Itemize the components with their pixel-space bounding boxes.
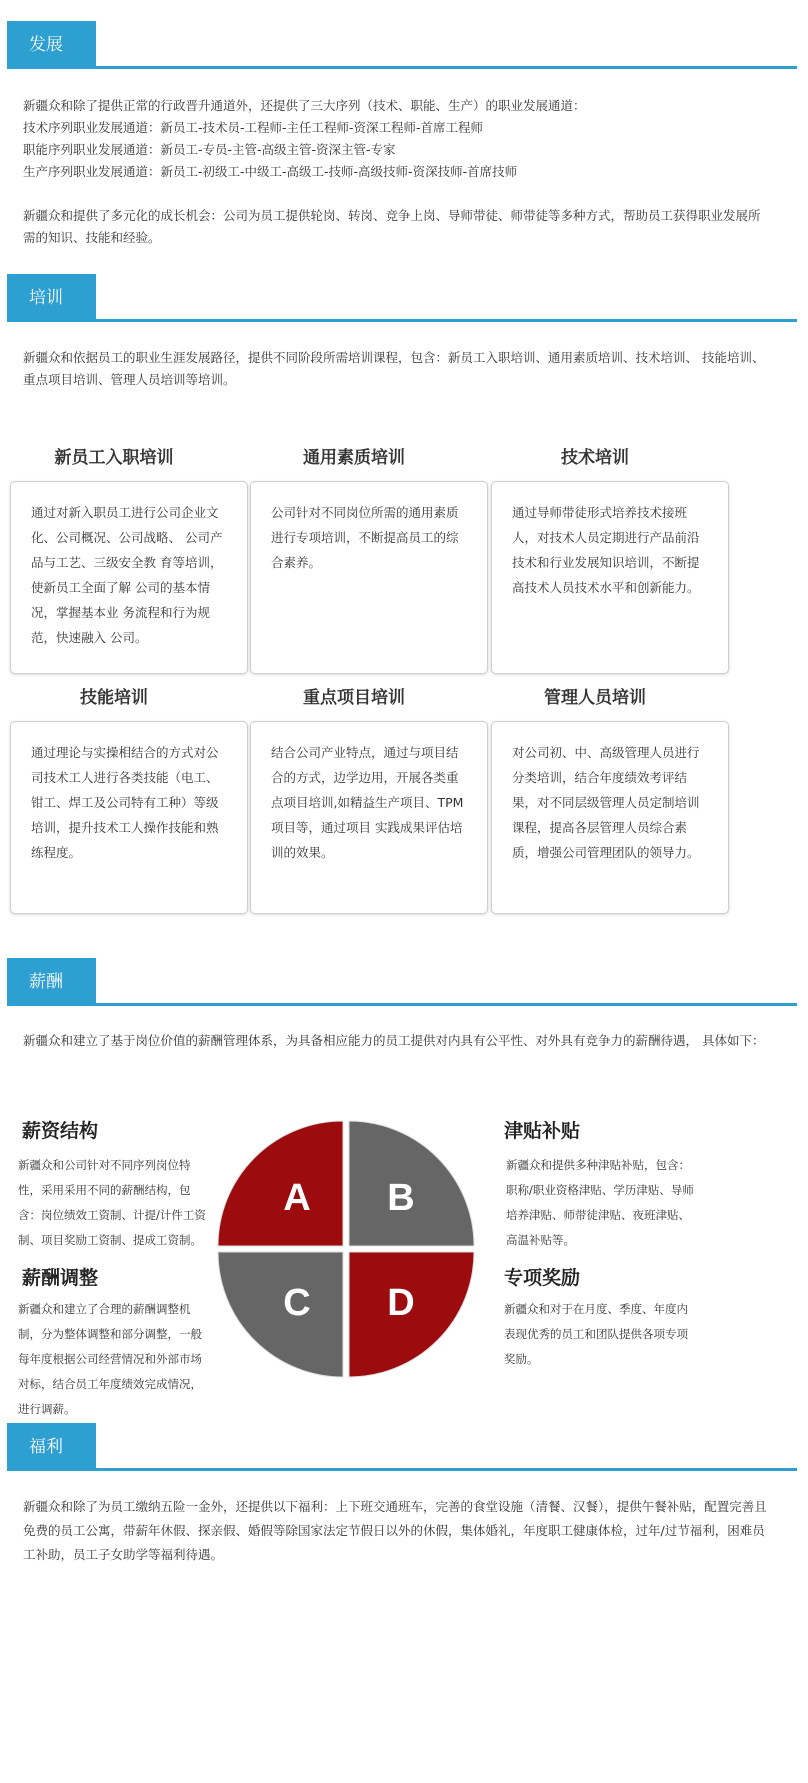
card-title-skills: 技能培训 xyxy=(80,688,148,708)
section-tab-benefits: 福利 xyxy=(7,1423,96,1471)
card-text: 通过导师带徒形式培养技术接班人，对技术人员定期进行产品前沿技术和行业发展知识培训，不断提高技术人员技术水平和创新能力。 xyxy=(512,505,700,595)
card-text: 公司针对不同岗位所需的通用素质进行专项培训，不断提高员工的综合素养。 xyxy=(271,505,459,570)
card-title-management: 管理人员培训 xyxy=(544,688,646,708)
pay-text-structure: 新疆众和公司针对不同序列岗位特性，采用采用不同的薪酬结构，包含：岗位绩效工资制、计提/计件工资制、项目奖励工资制、提成工资制。 xyxy=(18,1158,206,1247)
pay-title-allowance: 津贴补贴 xyxy=(504,1120,581,1142)
section-header-compensation xyxy=(7,958,797,1006)
pay-text-allowance: 新疆众和提供多种津贴补贴，包含：职称/职业资格津贴、学历津贴、导师培养津贴、师带徒津贴、夜班津贴、高温补贴等。 xyxy=(506,1158,694,1247)
quadrant-label-c: C xyxy=(283,1282,311,1324)
card-management xyxy=(491,721,729,914)
section-header-training xyxy=(7,274,797,322)
pay-title-adjustment: 薪酬调整 xyxy=(22,1267,99,1289)
quadrant-a xyxy=(218,1121,343,1246)
development-line: 技术序列职业发展通道：新员工-技术员-工程师-主任工程师-资深工程师-首席工程师 xyxy=(23,120,484,135)
benefits-text: 新疆众和除了为员工缴纳五险一金外，还提供以下福利：上下班交通班车，完善的食堂设施（清餐、汉餐），提供午餐补贴，配置完善且免费的员工公寓，带薪年休假、探亲假、婚假等除国家法定节假日以外的休假，集体婚礼，年度职工健康体检，过年/过节福利，困难员工补助，员工子女助学等福利待遇。 xyxy=(23,1499,767,1562)
pay-text-special-award: 新疆众和对于在月度、季度、年度内表现优秀的员工和团队提供各项专项奖励。 xyxy=(504,1302,688,1366)
section-tab-compensation: 薪酬 xyxy=(7,958,96,1006)
section-tab-development: 发展 xyxy=(7,21,96,69)
card-technical xyxy=(491,481,729,674)
development-line: 新疆众和除了提供正常的行政晋升通道外，还提供了三大序列（技术、职能、生产）的职业发展通道： xyxy=(23,98,586,113)
development-growth: 新疆众和提供了多元化的成长机会：公司为员工提供轮岗、转岗、竞争上岗、导师带徒、师带徒等多种方式，帮助员工获得职业发展所需的知识、技能和经验。 xyxy=(23,208,761,245)
development-line: 职能序列职业发展通道：新员工-专员-主管-高级主管-资深主管-专家 xyxy=(23,142,396,157)
development-paths xyxy=(23,95,783,183)
card-general xyxy=(250,481,488,674)
card-text: 结合公司产业特点，通过与项目结合的方式，边学边用，开展各类重点项目培训,如精益生产项目、TPM项目等，通过项目 实践成果评估培训的效果。 xyxy=(271,745,464,860)
pay-text-adjustment: 新疆众和建立了合理的薪酬调整机制，分为整体调整和部分调整，一般每年度根据公司经营情况和外部市场对标，结合员工年度绩效完成情况，进行调薪。 xyxy=(18,1302,202,1416)
card-title-technical: 技术培训 xyxy=(561,448,629,468)
compensation-quadrant-diagram xyxy=(217,1120,475,1378)
section-divider xyxy=(7,1468,797,1471)
card-key-projects xyxy=(250,721,488,914)
card-skills xyxy=(10,721,248,914)
card-onboarding xyxy=(10,481,248,674)
section-tab-training: 培训 xyxy=(7,274,96,322)
quadrant-label-d: D xyxy=(387,1282,415,1324)
compensation-intro: 新疆众和建立了基于岗位价值的薪酬管理体系，为具备相应能力的员工提供对内具有公平性、对外具有竞争力的薪酬待遇， 具体如下： xyxy=(23,1033,765,1048)
training-intro: 新疆众和依据员工的职业生涯发展路径，提供不同阶段所需培训课程，包含：新员工入职培训、通用素质培训、技术培训、 技能培训、重点项目培训、管理人员培训等培训。 xyxy=(23,350,765,387)
development-line: 生产序列职业发展通道：新员工-初级工-中级工-高级工-技师-高级技师-资深技师-首席技师 xyxy=(23,164,518,179)
section-header-benefits xyxy=(7,1423,797,1471)
quadrant-c xyxy=(218,1252,343,1377)
section-header-development xyxy=(7,21,797,69)
card-text: 通过理论与实操相结合的方式对公司技术工人进行各类技能（电工、钳工、焊工及公司特有工种）等级培训，提升技术工人操作技能和熟练程度。 xyxy=(31,745,219,860)
section-divider xyxy=(7,319,797,322)
section-divider xyxy=(7,1003,797,1006)
pay-title-structure: 薪资结构 xyxy=(22,1120,99,1142)
section-divider xyxy=(7,66,797,69)
pay-title-special-award: 专项奖励 xyxy=(504,1267,581,1289)
quadrant-label-b: B xyxy=(387,1177,415,1219)
quadrant-label-a: A xyxy=(283,1177,311,1219)
card-title-onboarding: 新员工入职培训 xyxy=(54,448,174,468)
card-title-general: 通用素质培训 xyxy=(303,448,405,468)
card-title-key-projects: 重点项目培训 xyxy=(303,688,405,708)
card-text: 对公司初、中、高级管理人员进行分类培训，结合年度绩效考评结果，对不同层级管理人员定制培训课程，提高各层管理人员综合素质，增强公司管理团队的领导力。 xyxy=(512,745,700,860)
card-text: 通过对新入职员工进行公司企业文化、公司概况、公司战略、 公司产品与工艺、三级安全教 育等培训，使新员工全面了解 公司的基本情况，掌握基本业 务流程和行为规范，快速融入 公司。 xyxy=(31,505,223,645)
